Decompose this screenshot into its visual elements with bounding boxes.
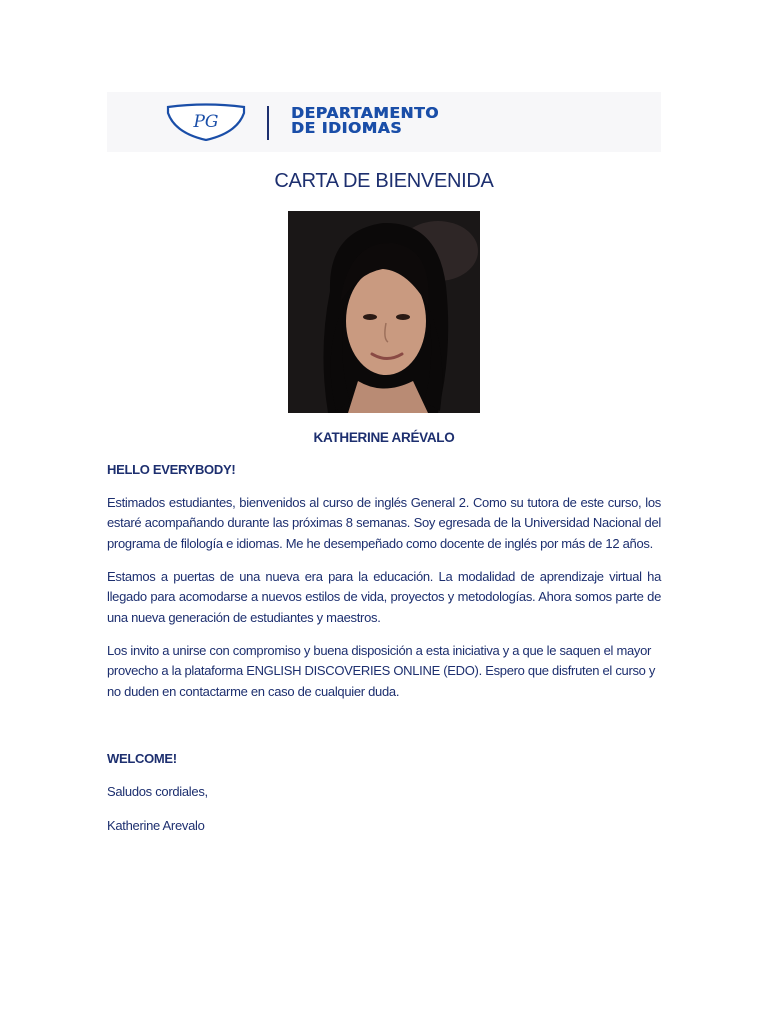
paragraph-virtual-learning: Estamos a puertas de una nueva era para la educación. La modalidad de aprendizaje virtual ha llegado para acomodarse a nuevos estilos de vida, proyectos y metodologías. Ahora somos parte de una nueva generación de estudiantes y maestros. bbox=[107, 569, 661, 625]
tutor-portrait-image bbox=[288, 211, 480, 413]
closing-salutation: Saludos cordiales, bbox=[107, 784, 208, 799]
banner-divider bbox=[267, 106, 269, 140]
tutor-name: KATHERINE ARÉVALO bbox=[313, 430, 455, 445]
greeting: HELLO EVERYBODY! bbox=[107, 462, 236, 477]
department-header-banner bbox=[107, 92, 661, 152]
department-name-line1: DEPARTAMENTO bbox=[291, 104, 439, 122]
tutor-photo bbox=[288, 211, 480, 413]
department-name bbox=[291, 106, 439, 136]
logo-initials: PG bbox=[193, 112, 219, 132]
paragraph-invitation: Los invito a unirse con compromiso y buena disposición a esta iniciativa y a que le saquen el mayor provecho a la plataforma ENGLISH DISCOVERIES ONLINE (EDO). Espero que disfruten el curso y no duden en contactarme en caso de cualquier duda. bbox=[107, 643, 656, 699]
signature: Katherine Arevalo bbox=[107, 818, 205, 833]
pg-shield-logo-icon bbox=[165, 103, 247, 141]
paragraph-intro: Estimados estudiantes, bienvenidos al curso de inglés General 2. Como su tutora de este curso, los estaré acompañando durante las próximas 8 semanas. Soy egresada de la Universidad Nacional del programa de filología e idiomas. Me he desempeñado como docente de inglés por más de 12 años. bbox=[107, 495, 661, 551]
welcome-heading: WELCOME! bbox=[107, 751, 177, 766]
department-name-line2: DE IDIOMAS bbox=[291, 119, 403, 137]
letter-title: CARTA DE BIENVENIDA bbox=[274, 170, 494, 192]
